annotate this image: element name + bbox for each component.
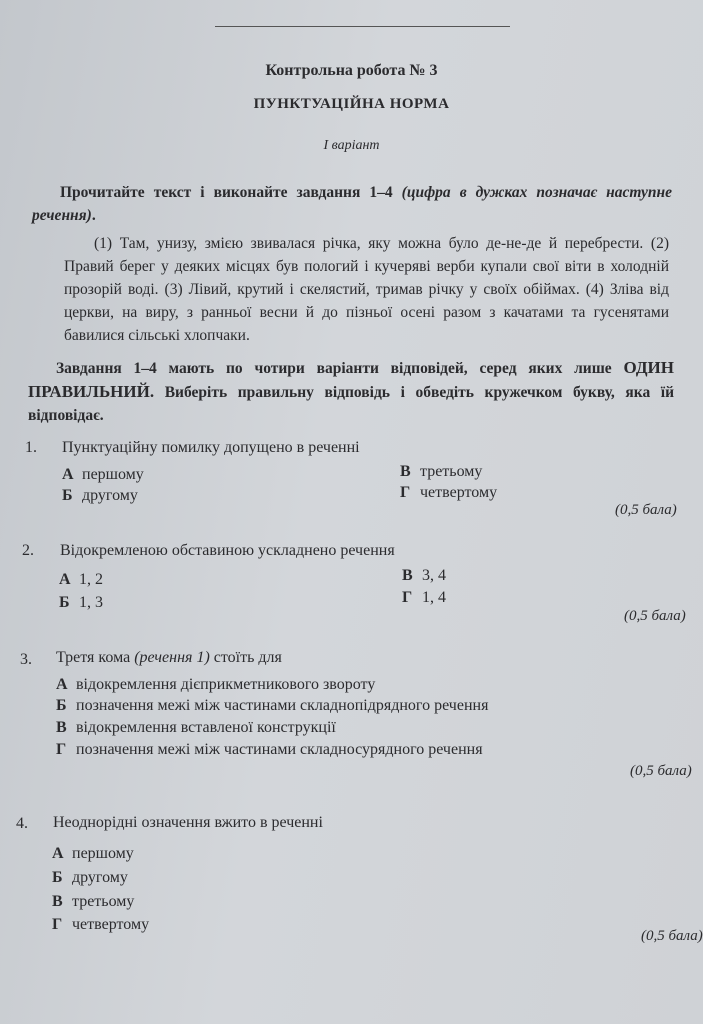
option-text: відокремлення дієприкметникового звороту <box>76 676 376 693</box>
option-letter: В <box>400 463 411 480</box>
question-text: Відокремленою обставиною ускладнено речення <box>60 542 395 559</box>
score-label: (0,5 бала) <box>630 763 692 779</box>
option-letter: А <box>56 676 68 693</box>
option-g[interactable] <box>402 589 446 607</box>
option-letter: В <box>56 719 67 736</box>
page-title: Контрольна робота № 3 <box>265 62 438 79</box>
option-v[interactable] <box>52 893 134 911</box>
question-text-pre: Третя кома <box>56 649 131 666</box>
score-label: (0,5 бала) <box>641 928 703 944</box>
question-text <box>56 649 282 667</box>
option-a[interactable] <box>59 571 103 589</box>
option-text: другому <box>82 487 138 504</box>
option-b[interactable] <box>59 594 103 612</box>
question-number: 2. <box>22 542 34 559</box>
top-rule <box>215 26 510 27</box>
question-number: 3. <box>20 651 32 668</box>
option-letter: А <box>52 845 64 862</box>
option-text: першому <box>72 845 134 862</box>
question-text: Пунктуаційну помилку допущено в реченні <box>62 439 360 456</box>
option-a[interactable] <box>56 676 375 694</box>
option-text: першому <box>82 466 144 483</box>
instruction-text: Прочитайте текст і виконайте завдання 1–4 <box>60 184 393 201</box>
option-letter: В <box>52 893 63 910</box>
option-v[interactable] <box>400 463 482 481</box>
task-instruction-part2: Виберіть правильну відповідь і обведіть кружечком букву, яка їй відповідає. <box>28 384 675 424</box>
option-v[interactable] <box>56 719 336 737</box>
instruction-note: (цифра в дужках позначає наступне речення) <box>32 184 673 224</box>
option-letter: В <box>402 567 413 584</box>
question-text: Неоднорідні означення вжито в реченні <box>53 814 323 831</box>
option-b[interactable] <box>62 487 138 505</box>
option-text: третьому <box>420 463 483 480</box>
option-b[interactable] <box>52 869 128 887</box>
passage-text: (1) Там, унизу, змією звивалася річка, яку можна було де-не-де й перебрести. (2) Правий берег у деяких місцях був пологий і кучеряві верби купали свої віти в холодній прозорій воді. (3) Лівий, крутий і скелястий, тримав річку у своїх обіймах. (4) Зліва від церкви, на виру, з ранньої весни й до пізньої осені разом з качатами та гусенятами бавилися сільські хлопчаки. <box>64 235 669 344</box>
option-text: відокремлення вставленої конструкції <box>76 719 336 736</box>
option-b[interactable] <box>56 697 488 715</box>
option-g[interactable] <box>56 741 483 759</box>
reading-instruction <box>32 181 672 227</box>
option-v[interactable] <box>402 567 446 585</box>
option-letter: Б <box>59 594 70 611</box>
variant-label: I варіант <box>323 138 380 153</box>
option-text: позначення межі між частинами складнопідрядного речення <box>76 697 489 714</box>
score-label: (0,5 бала) <box>615 502 677 518</box>
option-a[interactable] <box>52 845 134 863</box>
option-text: 1, 2 <box>79 571 103 588</box>
option-text: четвертому <box>72 916 150 933</box>
option-g[interactable] <box>52 916 149 934</box>
option-letter: Б <box>62 487 73 504</box>
option-text: третьому <box>72 893 135 910</box>
option-text: позначення межі між частинами складносурядного речення <box>76 741 483 758</box>
option-text: 1, 4 <box>422 589 446 606</box>
task-instruction-caps: ОДИН ПРАВИЛЬНИЙ. <box>28 358 674 401</box>
instruction-end: . <box>91 207 96 224</box>
question-text-italic: (речення 1) <box>134 649 210 666</box>
option-letter: Г <box>402 589 413 606</box>
option-text: другому <box>72 869 128 886</box>
option-letter: Г <box>56 741 67 758</box>
option-letter: Г <box>400 484 411 501</box>
question-number: 4. <box>16 815 28 832</box>
option-letter: Г <box>52 916 63 933</box>
score-label: (0,5 бала) <box>624 608 686 624</box>
task-instruction-part1: Завдання 1–4 мають по чотири варіанти відповідей, серед яких лише <box>56 360 612 377</box>
option-letter: А <box>59 571 71 588</box>
option-letter: А <box>62 466 74 483</box>
question-number: 1. <box>25 439 37 456</box>
option-text: четвертому <box>420 484 498 501</box>
option-text: 3, 4 <box>422 567 446 584</box>
option-g[interactable] <box>400 484 497 502</box>
page-subtitle: ПУНКТУАЦІЙНА НОРМА <box>253 96 450 112</box>
option-a[interactable] <box>62 466 144 484</box>
option-letter: Б <box>56 697 67 714</box>
question-text-post: стоїть для <box>213 649 282 666</box>
option-text: 1, 3 <box>79 594 103 611</box>
task-instruction <box>28 356 674 427</box>
option-letter: Б <box>52 869 63 886</box>
